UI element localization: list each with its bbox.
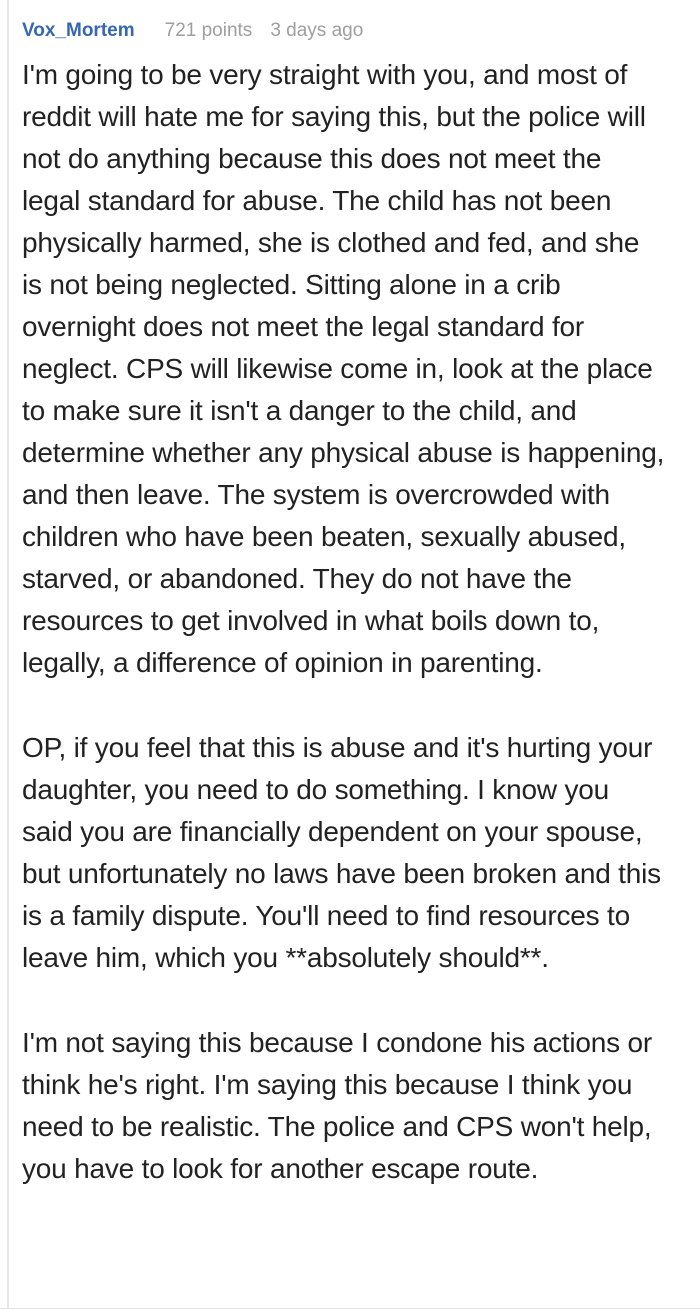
comment-paragraph: I'm not saying this because I condone his actions or think he's right. I'm saying this because I think you need to be realistic. The police and CPS won't help, you have to look for another escape route. (22, 1027, 652, 1184)
username-link[interactable]: Vox_Mortem (22, 20, 135, 41)
comment-body (22, 54, 666, 1190)
comment-divider (0, 1308, 700, 1309)
points-label: 721 points (164, 20, 253, 41)
timestamp-label: 3 days ago (270, 20, 364, 41)
comment-paragraph: OP, if you feel that this is abuse and it's hurting your daughter, you need to do something. I know you said you are financially dependent on your spouse, but unfortunately no laws have been broken and this is a family dispute. You'll need to find resources to leave him, which you **absolutely should**. (22, 732, 661, 973)
comment-thread-line (7, 0, 9, 1308)
comment-header (22, 20, 666, 42)
comment-paragraph: I'm going to be very straight with you, and most of reddit will hate me for saying this, but the police will not do anything because this does not meet the legal standard for abuse. The child has not been physically harmed, she is clothed and fed, and she is not being neglected. Sitting alone in a crib overnight does not meet the legal standard for neglect. CPS will likewise come in, look at the place to make sure it isn't a danger to the child, and determine whether any physical abuse is happening, and then leave. The system is overcrowded with children who have been beaten, sexually abused, starved, or abandoned. They do not have the resources to get involved in what boils down to, legally, a difference of opinion in parenting. (22, 59, 665, 678)
